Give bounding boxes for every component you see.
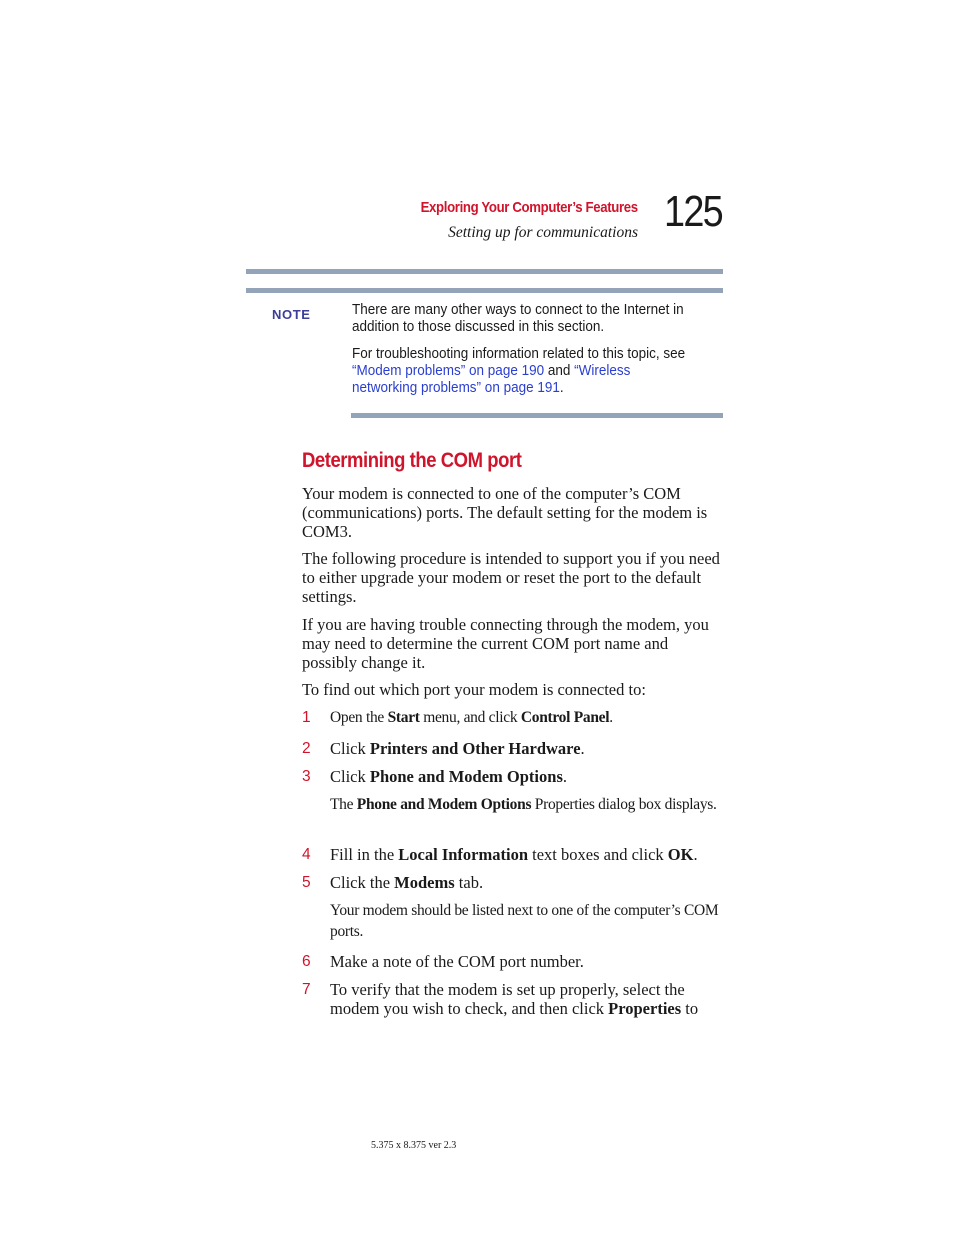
step-number-4: 4 <box>302 846 311 863</box>
step-1-mid: menu, and click <box>419 709 521 726</box>
note-para-1 <box>352 301 721 335</box>
step-number-1: 1 <box>302 709 311 726</box>
step-4-local-info: Local Information <box>398 845 529 864</box>
section-title: Setting up for communications <box>448 224 638 241</box>
paragraph-1: Your modem is connected to one of the computer’s COM (communications) ports. The default setting for the modem is COM3. <box>302 484 708 541</box>
note-para-2 <box>352 345 685 396</box>
note-intro: For troubleshooting information related to this topic, see <box>352 345 686 362</box>
step-3-phone-modem: Phone and Modem Options <box>369 767 563 786</box>
step-1-start: Start <box>387 709 420 726</box>
link-wireless-networking-2[interactable]: networking problems” on page 191 <box>352 379 560 396</box>
step-1-control-panel: Control Panel <box>520 709 610 726</box>
step-4 <box>330 845 722 864</box>
chapter-title: Exploring Your Computer’s Features <box>420 199 638 216</box>
step-5 <box>330 873 722 892</box>
step-7-properties: Properties <box>608 999 682 1018</box>
step-7-line-2: modem you wish to check, and then click <box>330 999 609 1018</box>
step-1-text: Open the <box>330 709 388 726</box>
step-5-end: tab. <box>454 873 484 892</box>
step-4-end: . <box>693 845 698 864</box>
note-bottom-rule <box>351 413 723 418</box>
step-4-mid: text boxes and click <box>528 845 668 864</box>
step-3-text: Click <box>330 767 370 786</box>
step-number-7: 7 <box>302 981 311 998</box>
link-modem-problems[interactable]: “Modem problems” on page 190 <box>352 362 545 379</box>
step-3 <box>330 767 722 786</box>
step-4-text: Fill in the <box>330 845 399 864</box>
step-2 <box>330 739 722 758</box>
step-3-result-post: Properties dialog box displays. <box>531 796 717 813</box>
note-label: NOTE <box>272 307 311 322</box>
step-number-6: 6 <box>302 953 311 970</box>
note-text-1: There are many other ways to connect to the Internet in addition to those discussed in this section. <box>352 301 684 335</box>
step-number-3: 3 <box>302 768 311 785</box>
page-number: 125 <box>664 187 722 236</box>
step-7-line-1: To verify that the modem is set up properly, select the <box>330 980 685 999</box>
step-2-end: . <box>580 739 585 758</box>
step-3-end: . <box>562 767 567 786</box>
note-end: . <box>559 379 564 396</box>
step-4-ok: OK <box>667 845 694 864</box>
paragraph-4: To find out which port your modem is connected to: <box>302 680 646 699</box>
step-3-result-bold: Phone and Modem Options <box>356 796 532 813</box>
paragraph-3: If you are having trouble connecting through the modem, you may need to determine the current COM port name and possibly change it. <box>302 615 709 672</box>
section-heading: Determining the COM port <box>302 449 522 472</box>
step-1 <box>330 708 722 727</box>
step-number-5: 5 <box>302 874 311 891</box>
link-wireless-networking-1[interactable]: “Wireless <box>574 362 631 379</box>
step-7-end: to <box>681 999 699 1018</box>
step-5-result: Your modem should be listed next to one of the computer’s COM ports. <box>330 902 719 940</box>
step-2-printers: Printers and Other Hardware <box>369 739 581 758</box>
footer-version: 5.375 x 8.375 ver 2.3 <box>371 1140 457 1151</box>
step-3-result-pre: The <box>330 796 357 813</box>
note-top-rule <box>246 288 723 293</box>
step-5-modems: Modems <box>394 873 455 892</box>
step-number-2: 2 <box>302 740 311 757</box>
step-1-end: . <box>609 709 613 726</box>
step-7 <box>330 980 722 1018</box>
step-6: Make a note of the COM port number. <box>330 952 584 971</box>
step-2-text: Click <box>330 739 370 758</box>
step-3-result <box>330 794 722 815</box>
note-and: and <box>547 362 571 379</box>
paragraph-2: The following procedure is intended to support you if you need to either upgrade your modem or reset the port to the default settings. <box>302 549 720 606</box>
header-rule <box>246 269 723 274</box>
step-5-text: Click the <box>330 873 395 892</box>
